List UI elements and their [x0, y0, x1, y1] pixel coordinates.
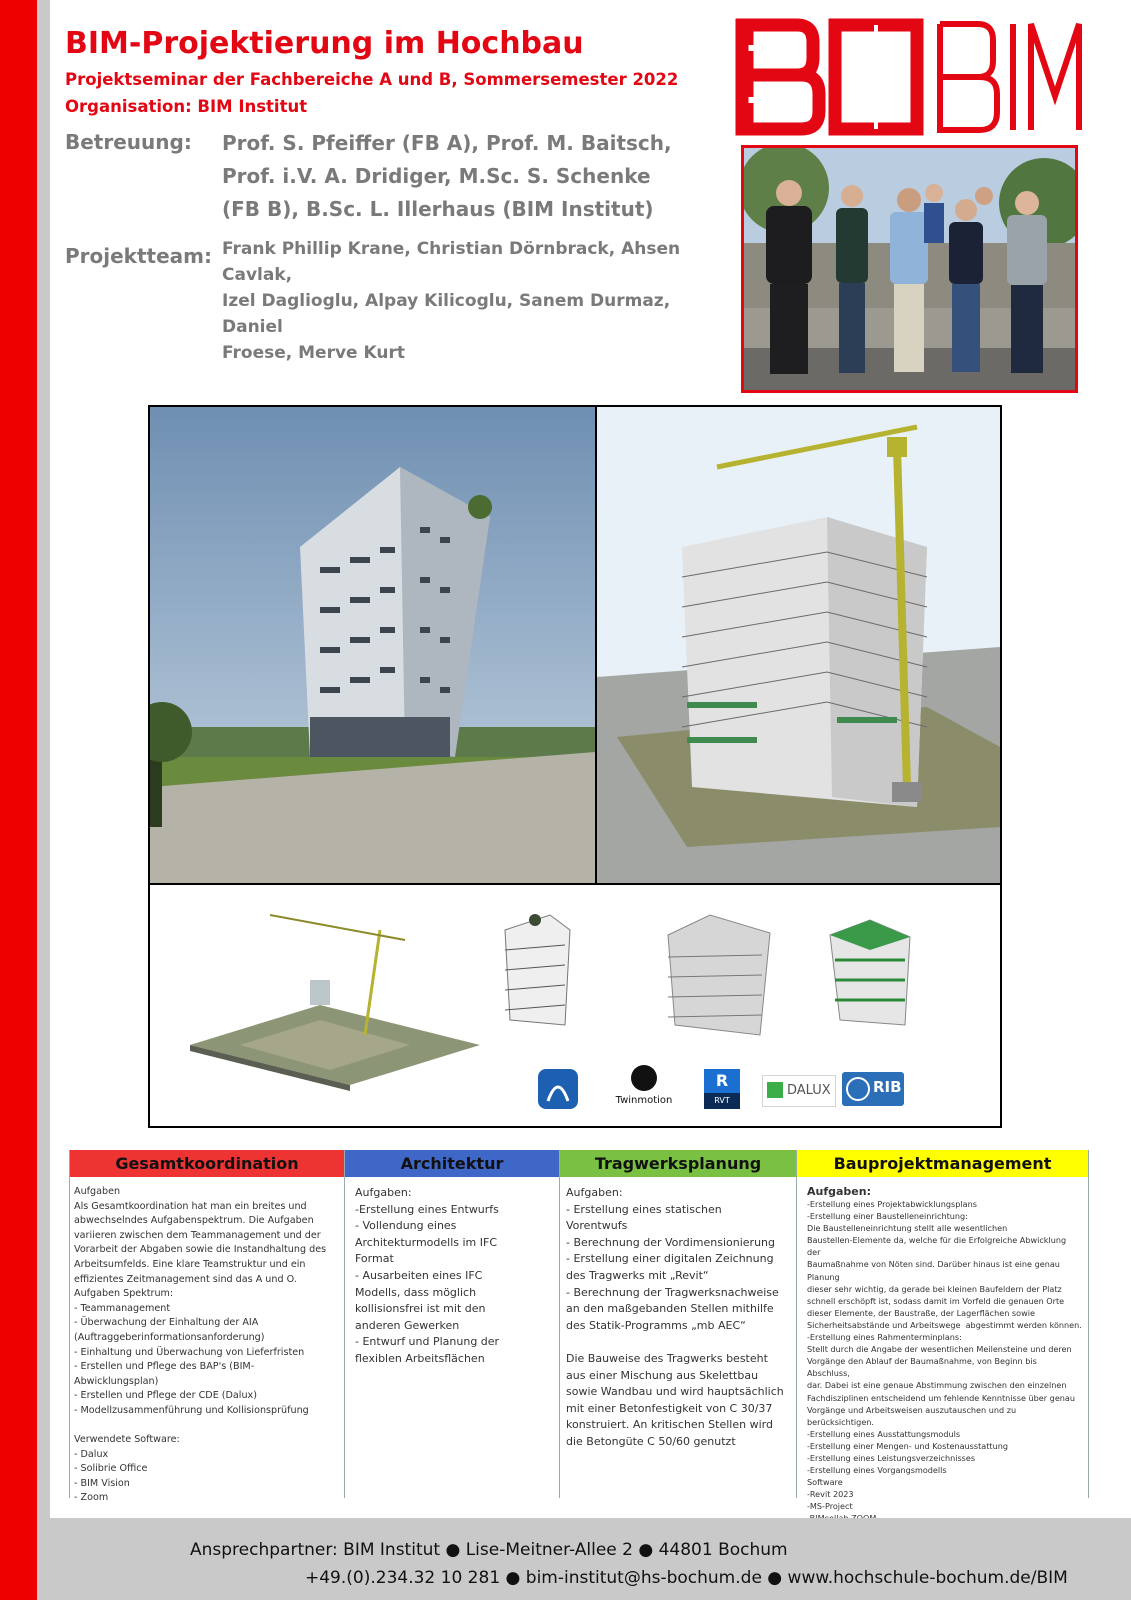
- column-body: Aufgaben: -Erstellung eines Entwurfs - Vollendung eines Architekturmodells im IFC Format - Ausarbeiten eines IFC Modells, dass möglich kollisionsfrei ist mit den anderen Gewerken - Entwurf und Planung der flexiblen Arbeitsflächen: [355, 1186, 500, 1365]
- logo-bo-mark: [742, 25, 917, 129]
- organisation-line: Organisation: BIM Institut: [65, 97, 308, 116]
- revit-letter: R: [715, 1071, 729, 1090]
- rib-logo: [842, 1072, 904, 1106]
- team-photo-illustration: [744, 148, 1075, 390]
- betreuung-label: Betreuung:: [65, 130, 192, 154]
- column-heading: Bauprojektmanagement: [797, 1150, 1088, 1177]
- models-and-software-strip: [148, 883, 1002, 1128]
- column-heading: Architektur: [345, 1150, 559, 1177]
- betreuung-line: Prof. i.V. A. Dridiger, M.Sc. S. Schenke: [222, 164, 651, 188]
- revit-logo: [704, 1069, 740, 1109]
- dalux-logo: [762, 1075, 836, 1107]
- column-body: -Erstellung eines Projektabwicklungsplans -Erstellung einer Baustelleneinrichtung: Die Baustelleneinrichtung stellt alle wesentlichen Baustellen-Elemente da, welche für die Erfolgreiche Abwicklung der Baumaßnahme von Nöten sind. Darüber hinaus ist eine genau Planung dieser sehr wichtig, da gerade bei kleinen Baufeldern der Platz schnell erschöpft ist, sodass damit im Vorfeld die genauen Orte dieser Elemente, der Baustraße, der Lagerflächen sowie Sicherheitsabstände und Arbeitswege abgestimmt werden können. -Erstellung eines Rahmenterminplans: Stellt durch die Angabe der wesentlichen Meilensteine und deren Vorgänge den Ablauf der Baumaßnahme, von Beginn bis Abschluss, dar. Dabei ist eine genaue Abstimmung zwischen den einzelnen Fachdisziplinen entscheidend um fehlende Kenntnisse über genau Vorgänge und Arbeitsweisen auszutauschen und zu berücksichtigen. -Erstellung eines Ausstattungsmoduls -Erstellung einer Mengen- und Kostenausstattung -Erstellung eines Leistungsverzeichnisses -Erstellung eines Vorgangsmodells Software -Revit 2023 -MS-Project: [807, 1199, 1082, 1512]
- column-bauprojektmanagement: [797, 1150, 1089, 1512]
- left-grey-stripe: [37, 0, 50, 1600]
- column-tragwerksplanung: [560, 1150, 797, 1498]
- poster-title: BIM-Projektierung im Hochbau: [65, 26, 584, 61]
- footer-contact: +49.(0).234.32 10 281 ● bim-institut@hs-bochum.de ● www.hochschule-bochum.de/BIM: [305, 1568, 1068, 1588]
- twinmotion-logo: [610, 1063, 678, 1115]
- left-red-stripe: [0, 0, 37, 1600]
- house-icon: [767, 1082, 783, 1098]
- projektteam-label: Projektteam:: [65, 244, 213, 268]
- projektteam-names: [222, 236, 722, 366]
- betreuung-line: (FB B), B.Sc. L. Illerhaus (BIM Institut): [222, 197, 654, 221]
- bo-bim-logo: [735, 18, 1085, 136]
- archicad-arc-icon: [538, 1069, 578, 1109]
- betreuung-line: Prof. S. Pfeiffer (FB A), Prof. M. Baitsch,: [222, 131, 672, 155]
- contact-footer: [50, 1518, 1131, 1600]
- render-visualisation: [148, 405, 597, 885]
- betreuung-names: [222, 127, 672, 226]
- column-subheading: Aufgaben:: [807, 1185, 871, 1198]
- column-heading: Gesamtkoordination: [70, 1150, 344, 1177]
- column-body: Aufgaben: - Erstellung eines statischen Vorentwufs - Berechnung der Vordimensionierung - Erstellung einer digitalen Zeichnung des Tragwerks mit „Revit“ - Berechnung der Tragwerksnachweise an den maßgebanden Stellen mithilfe des Statik-Programms „mb AEC“ Die Bauweise des Tragwerks besteht aus einer Mischung aus Skelettbau sowie Wandbau und wird hauptsächlich mit einer Betonfestigkeit von C 30/37 konstruiert. An kritischen Stellen wird die Betongüte C 50/60 genutzt: [566, 1186, 784, 1448]
- team-photo: [741, 145, 1078, 393]
- twinmotion-icon: [631, 1065, 657, 1091]
- rib-globe-icon: [846, 1077, 870, 1101]
- logo-bim-text: [940, 24, 1079, 130]
- task-columns-table: [69, 1150, 1089, 1512]
- rib-label: RIB: [873, 1078, 902, 1096]
- construction-model-illustration: [597, 407, 1000, 883]
- rendered-building-illustration: [150, 407, 595, 883]
- team-line: Froese, Merve Kurt: [222, 343, 405, 363]
- column-gesamtkoordination: [69, 1150, 345, 1504]
- construction-site-model: [595, 405, 1002, 885]
- revit-sub: RVT: [704, 1093, 740, 1109]
- twinmotion-label: Twinmotion: [615, 1095, 673, 1106]
- poster-subtitle: Projektseminar der Fachbereiche A und B, Sommersemester 2022: [65, 70, 679, 89]
- column-body: Aufgaben Als Gesamtkoordination hat man ein breites und abwechselndes Aufgabenspektrum. Die Aufgaben variieren zwischen dem Teammanagement und der Vorarbeit der Abgaben sowie die Instandhaltung des Arbeitsumfelds. Eine klare Teamstruktur und ein effizientes Zeitmanagement sind das A und O. Aufgaben Spektrum: - Teammanagement - Überwachung der Einhaltung der AIA (Auftraggeberinformationsanforderung) - Einhaltung und Überwachung von Lieferfristen - Erstellen und Pflege des BAP's (BIM-Abwicklungsplan) - Erstellen und Pflege der CDE (Dalux) - Modellzusammenführung und Kollisionsprüfung Verwendete Software: - Dalux - Solibrie Office - BIM Vision - Zoom: [74, 1186, 327, 1504]
- team-line: Izel Daglioglu, Alpay Kilicoglu, Sanem Durmaz, Daniel: [222, 291, 671, 337]
- footer-address: Ansprechpartner: BIM Institut ● Lise-Meitner-Allee 2 ● 44801 Bochum: [190, 1540, 788, 1560]
- dalux-label: DALUX: [787, 1083, 831, 1098]
- team-line: Frank Phillip Krane, Christian Dörnbrack, Ahsen Cavlak,: [222, 239, 681, 285]
- column-heading: Tragwerksplanung: [560, 1150, 796, 1177]
- column-architektur: [345, 1150, 560, 1498]
- archicad-logo: [538, 1069, 578, 1109]
